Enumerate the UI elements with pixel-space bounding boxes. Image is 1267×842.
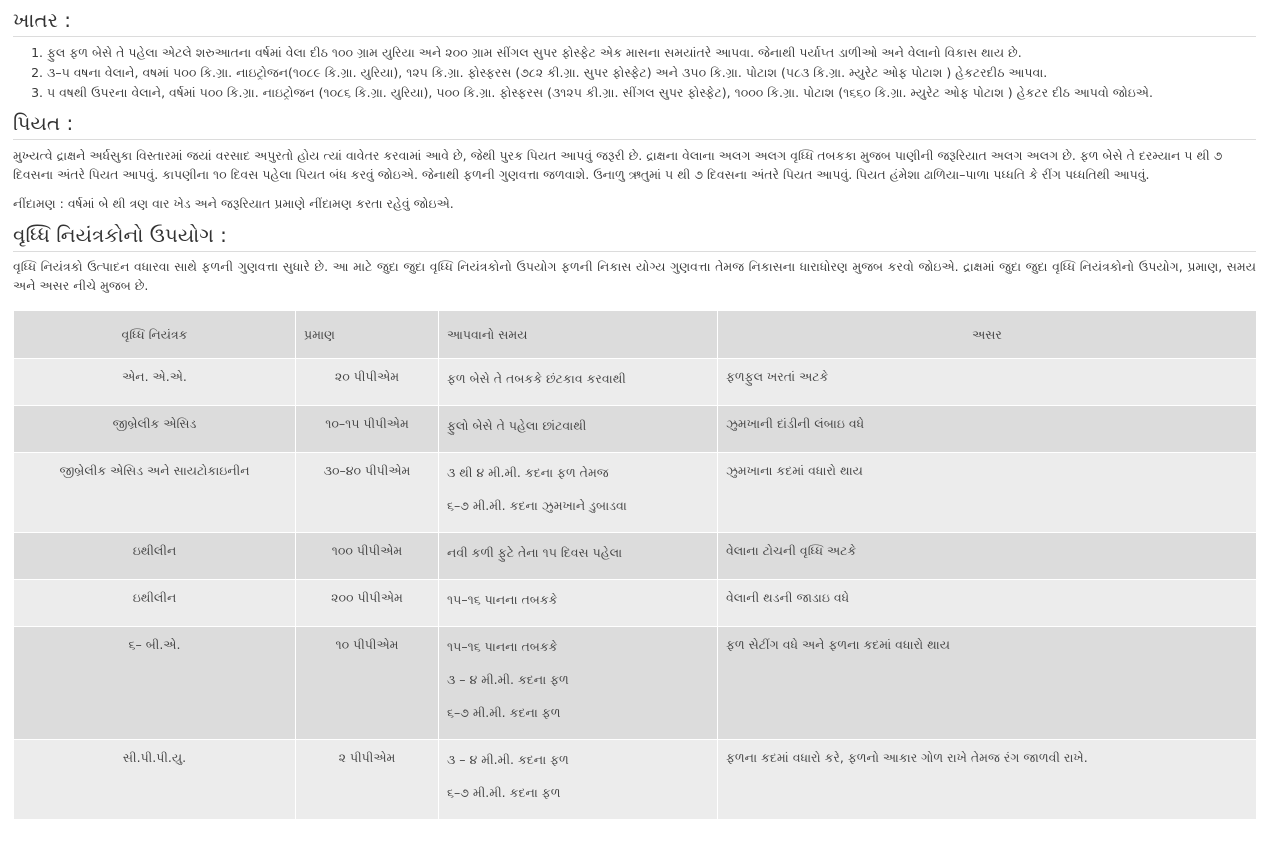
- fertilizer-heading: ખાતર :: [13, 6, 1256, 37]
- fertilizer-list: [13, 43, 1256, 103]
- cell-dose: ૧૦૦ પીપીએમ: [296, 533, 439, 580]
- cell-effect: ઝુમખાની દાંડીની લંબાઇ વધે: [718, 406, 1257, 453]
- table-row: [14, 453, 1257, 533]
- time-line: ૬–૭ મી.મી. કદના ફળ: [447, 785, 561, 800]
- cell-time: [439, 627, 718, 740]
- cell-effect: ફળ સેટીંગ વધે અને ફળના કદમાં વધારો થાય: [718, 627, 1257, 740]
- list-item: 1. ફુલ ફળ બેસે તે પહેલા એટલે શરુઆતના વર્ષમાં વેલા દીઠ ૧૦૦ ગ્રામ યુરિયા અને ૨૦૦ ગ્રામ સીંગલ સુપર ફોસ્ફેટ એક માસના સમયાંતરે આપવા. જેનાથી પર્યાપ્ત ડાળીઓ અને વેલાનો વિકાસ થાય છે.: [47, 43, 1256, 63]
- header-dose: પ્રમાણ: [296, 311, 439, 359]
- header-regulator: વૃધ્ધિ નિયંત્રક: [14, 311, 296, 359]
- time-line: ફુલો બેસે તે પહેલા છાંટવાથી: [447, 418, 587, 433]
- cell-regulator: સી.પી.પી.યુ.: [14, 740, 296, 820]
- time-line: ૩ – ૪ મી.મી. કદના ફળ: [447, 672, 569, 687]
- time-line: ૧૫–૧૬ પાનના તબકકે: [447, 639, 558, 654]
- list-item: 2. ૩–૫ વષના વેલાને, વષમાં ૫૦૦ કિ.ગ્રા. નાઇટ્રોજન(૧૦૮૯ કિ.ગ્રા. યુરિયા), ૧૨૫ કિ.ગ્રા. ફોસ્ફરસ (૭૮૨ કી.ગ્રા. સુપર ફોસ્ફેટ) અને ૩૫૦ કિ.ગ્રા. પોટાશ (૫૮૩ કિ.ગ્રા. મ્યુરેટ ઓફ પોટાશ ) હેકટરદીઠ આપવા.: [47, 63, 1256, 83]
- table-row: [14, 580, 1257, 627]
- cell-time: [439, 453, 718, 533]
- table-header-row: [14, 311, 1257, 359]
- weeding-paragraph: નીંદામણ : વર્ષમાં બે થી ત્રણ વાર ખેડ અને જરૂરિયાત પ્રમાણે નીંદામણ કરતા રહેવું જોઇએ.: [13, 196, 454, 211]
- cell-time: [439, 406, 718, 453]
- header-time: આપવાનો સમય: [439, 311, 718, 359]
- table-row: [14, 740, 1257, 820]
- cell-dose: ૧૦–૧૫ પીપીએમ: [296, 406, 439, 453]
- cell-dose: ૨ પીપીએમ: [296, 740, 439, 820]
- cell-effect: ફળના કદમાં વધારો કરે, ફળનો આકાર ગોળ રાખે તેમજ રંગ જાળવી રાખે.: [718, 740, 1257, 820]
- list-item: 3. ૫ વષથી ઉપરના વેલાને, વર્ષમાં ૫૦૦ કિ.ગ્રા. નાઇટ્રોજન (૧૦૮૬ કિ.ગ્રા. યુરિયા), ૫૦૦ કિ.ગ્રા. ફોસ્ફરસ (૩૧૨૫ કી.ગ્રા. સીંગલ સુપર ફોસ્ફેટ), ૧૦૦૦ કિ.ગ્રા. પોટાશ (૧૬૬૦ કિ.ગ્રા. મ્યુરેટ ઓફ પોટાશ ) હેકટર દીઠ આપવો જોઇએ.: [47, 83, 1256, 103]
- cell-effect: ફળફુલ ખરતાં અટકે: [718, 359, 1257, 406]
- regulators-paragraph: વૃધ્ધિ નિયંત્રકો ઉત્પાદન વધારવા સાથે ફળની ગુણવત્તા સુધારે છે. આ માટે જુદા જુદા વૃધ્ધિ નિયંત્રકોનો ઉપયોગ ફળની નિકાસ યોગ્ય ગુણવત્તા તેમજ નિકાસના ધારાધોરણ મુજબ કરવો જોઇએ. દ્રાક્ષમાં જુદા જુદા વૃધ્ધિ નિયંત્રકોનો ઉપયોગ, પ્રમાણ, સમય અને અસર નીચે મુજબ છે.: [13, 259, 1256, 293]
- cell-regulator: જીબ્રેલીક એસિડ અને સાયટોકાઇનીન: [14, 453, 296, 533]
- cell-effect: વેલાની થડની જાડાઇ વધે: [718, 580, 1257, 627]
- cell-effect: વેલાના ટોચની વૃધ્ધિ અટકે: [718, 533, 1257, 580]
- cell-regulator: ઇથીલીન: [14, 580, 296, 627]
- cell-dose: ૧૦ પીપીએમ: [296, 627, 439, 740]
- cell-time: [439, 740, 718, 820]
- time-line: ૬–૭ મી.મી. કદના ફળ: [447, 705, 561, 720]
- cell-dose: ૨૦ પીપીએમ: [296, 359, 439, 406]
- time-line: નવી કળી ફુટે તેના ૧૫ દિવસ પહેલા: [447, 545, 623, 560]
- cell-regulator: ઇથીલીન: [14, 533, 296, 580]
- cell-regulator: એન. એ.એ.: [14, 359, 296, 406]
- time-line: ૩ – ૪ મી.મી. કદના ફળ: [447, 752, 569, 767]
- irrigation-heading: પિયત :: [13, 109, 1256, 140]
- cell-time: [439, 359, 718, 406]
- cell-time: [439, 580, 718, 627]
- cell-effect: ઝુમખાના કદમાં વધારો થાય: [718, 453, 1257, 533]
- irrigation-paragraph: મુખ્યત્વે દ્રાક્ષને અર્ધસુકા વિસ્તારમાં જયાં વરસાદ અપુરતો હોય ત્યાં વાવેતર કરવામાં આવે છે, જેથી પુરક પિયત આપવું જરૂરી છે. દ્રાક્ષના વેલાના અલગ અલગ વૃધ્ધિ તબકકા મુજબ પાણીની જરૂરિયાત અલગ અલગ છે. ફળ બેસે તે દરમ્યાન ૫ થી ૭ દિવસના અંતરે પિયત આપવું. કાપણીના ૧૦ દિવસ પહેલા પિયત બંધ કરવું જોઇએ. જેનાથી ફળની ગુણવત્તા જળવાશે. ઉનાળુ ઋતુમાં ૫ થી ૭ દિવસના અંતરે પિયત આપવું. પિયત હંમેશા ઢાળિયા–પાળા પધ્ધતિ કે રીંગ પધ્ધતિથી આપવું.: [13, 148, 1223, 182]
- time-line: ૧૫–૧૬ પાનના તબકકે: [447, 592, 558, 607]
- time-line: ૩ થી ૪ મી.મી. કદના ફળ તેમજ: [447, 465, 609, 480]
- table-row: [14, 406, 1257, 453]
- cell-dose: ૩૦–૪૦ પીપીએમ: [296, 453, 439, 533]
- time-line: ૬–૭ મી.મી. કદના ઝુમખાને ડુબાડવા: [447, 498, 627, 513]
- cell-regulator: જીબ્રેલીક એસિડ: [14, 406, 296, 453]
- regulators-table: [13, 310, 1257, 820]
- cell-regulator: ૬– બી.એ.: [14, 627, 296, 740]
- cell-time: [439, 533, 718, 580]
- header-effect: અસર: [718, 311, 1257, 359]
- table-row: [14, 359, 1257, 406]
- regulators-heading: વૃધ્ધિ નિયંત્રકોનો ઉપયોગ :: [13, 221, 1256, 252]
- table-row: [14, 533, 1257, 580]
- table-row: [14, 627, 1257, 740]
- cell-dose: ૨૦૦ પીપીએમ: [296, 580, 439, 627]
- time-line: ફળ બેસે તે તબકકે છંટકાવ કરવાથી: [447, 371, 626, 386]
